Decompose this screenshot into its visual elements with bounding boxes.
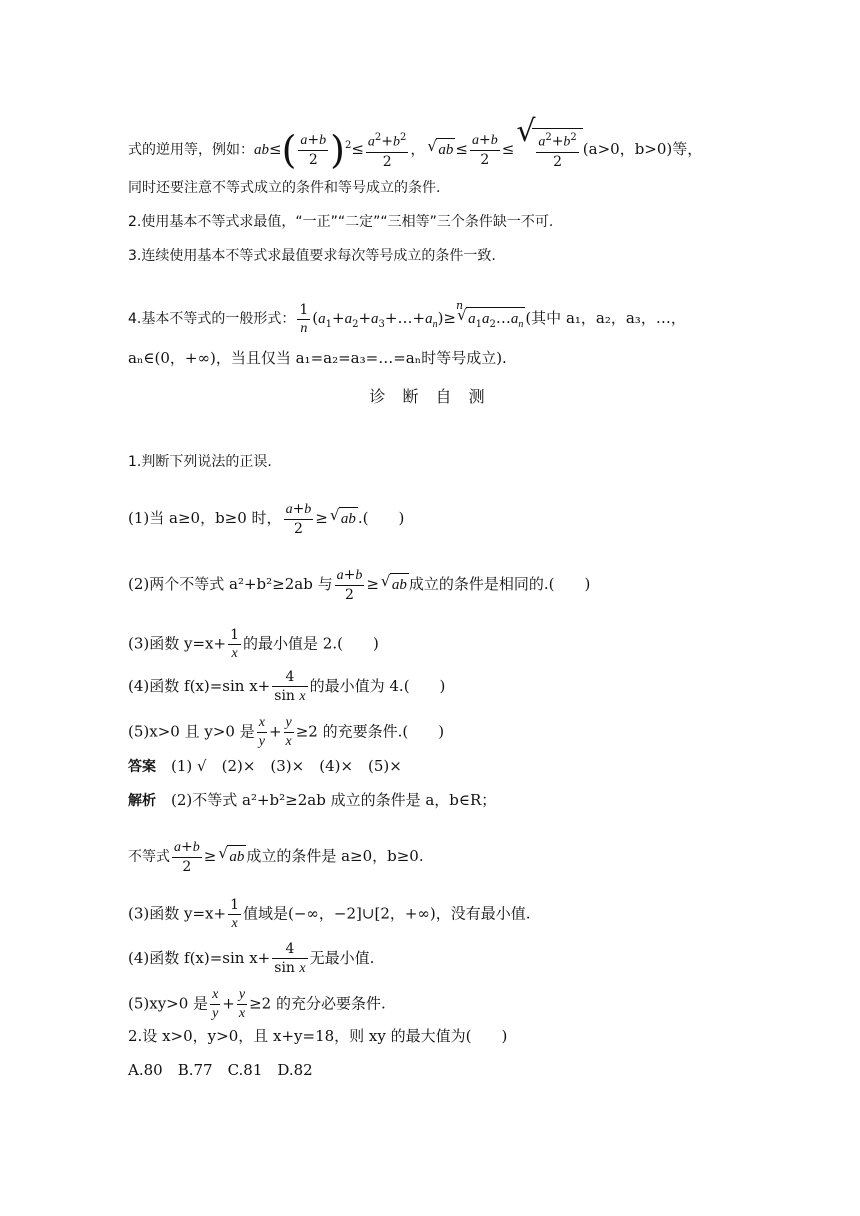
- q1-item-4: (4)函数 f(x)=sin x+ $\frac{4}{\text{sin x}}$ 的最小值为 4.( ): [128, 669, 446, 704]
- point-4-middle: (其中 a₁，a₂，a₃，…，: [525, 309, 686, 327]
- intro-line-1: 式的逆用等，例如：ab≤( $\frac{a+b}{2}$ )$^2$≤ $\frac{a^2+b^2}{2}$ ，√ ab ≤ $\frac{a+b}{2}$ ≤ √ $\frac{a^2+b^2}{2}$ (a>0，b>0)等，: [128, 128, 702, 171]
- q1-analysis-5: (5)xy>0 是 $\frac{x}{y}$ + $\frac{y}{x}$ ≥2 的充分必要条件.: [128, 987, 386, 1021]
- point-4-line-1: 4.基本不等式的一般形式： $\frac{1}{n}$ $(a_1+a_2+a_3+\dots+a_n)\ge^n√$ $a_1a_2\dots a_n$ (其中 a₁，a₂，a₃，…，: [128, 296, 686, 338]
- q1-analysis-2: 不等式 $\frac{a+b}{2}$ ≥√ ab 成立的条件是 a≥0，b≥0.: [128, 838, 424, 876]
- analysis-label: 解析: [128, 793, 156, 809]
- section-heading: 诊 断 自 测: [369, 387, 491, 406]
- q1-item-2: (2)两个不等式 a²+b²≥2ab 与 $\frac{a+b}{2}$ ≥√ ab 成立的条件是相同的.( ): [128, 566, 590, 604]
- q1-item-1: (1)当 a≥0，b≥0 时， $\frac{a+b}{2}$ ≥√ ab .( ): [128, 500, 404, 538]
- q1-analysis-3: (3)函数 y=x+ $\frac{1}{x}$ 值域是(−∞，−2]∪[2，+∞)，没有最小值.: [128, 897, 531, 931]
- point-3: 3.连续使用基本不等式求最值要求每次等号成立的条件一致.: [128, 248, 496, 264]
- q1-item-5: (5)x>0 且 y>0 是 $\frac{x}{y}$ + $\frac{y}{x}$ ≥2 的充要条件.( ): [128, 715, 445, 749]
- q1-analysis-1: 解析 (2)不等式 a²+b²≥2ab 成立的条件是 a，b∈R；: [128, 791, 497, 809]
- q2-options: A.80 B.77 C.81 D.82: [128, 1061, 313, 1079]
- q2-stem: 2.设 x>0，y>0，且 x+y=18，则 xy 的最大值为( ): [128, 1027, 508, 1045]
- intro-text: 式的逆用等，例如：: [128, 141, 254, 158]
- intro-conditions: (a>0，b>0)等，: [582, 139, 703, 158]
- point-4-prefix: 4.基本不等式的一般形式：: [128, 311, 296, 327]
- q1-title: 1.判断下列说法的正误.: [128, 454, 272, 470]
- point-4-line-2: aₙ∈(0，+∞)，当且仅当 a₁=a₂=a₃=…=aₙ时等号成立).: [128, 349, 507, 367]
- point-2: 2.使用基本不等式求最值，“一正”“二定”“三相等”三个条件缺一不可.: [128, 214, 554, 230]
- q1-analysis-4: (4)函数 f(x)=sin x+ $\frac{4}{\text{sin x}}$ 无最小值.: [128, 941, 375, 976]
- q1-answer: [128, 756, 402, 777]
- q1-item-3: (3)函数 y=x+ $\frac{1}{x}$ 的最小值是 2.( ): [128, 627, 379, 661]
- answer-text: (1) √ (2)× (3)× (4)× (5)×: [171, 757, 402, 775]
- answer-label: 答案: [128, 759, 156, 775]
- intro-line-2: 同时还要注意不等式成立的条件和等号成立的条件.: [128, 180, 441, 196]
